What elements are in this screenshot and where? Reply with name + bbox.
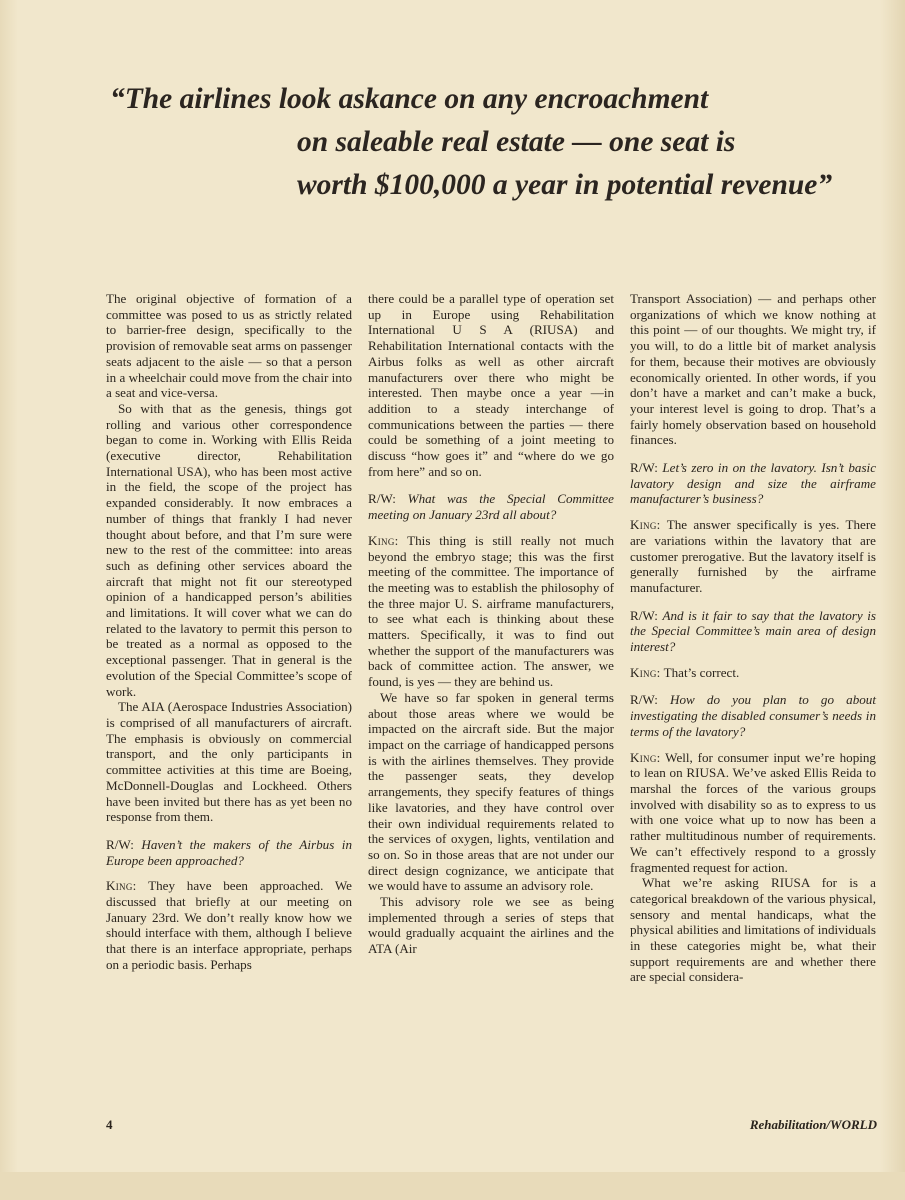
question-text: How do you plan to go about investigating the disabled consumer’s needs in terms of the lavatory? (630, 692, 876, 739)
interview-question (106, 837, 352, 868)
page-number: 4 (106, 1117, 113, 1132)
speaker-label: R/W: (630, 607, 658, 623)
body-paragraph: This advisory role we see as being implemented through a series of steps that would gradually acquaint the airlines and the ATA (Air (368, 894, 614, 957)
text-column-1 (106, 291, 352, 973)
answer-text: The answer specifically is yes. There are variations within the lavatory that are customer prerogative. But the lavatory itself is generally furnished by the airframe manufacturer. (630, 517, 876, 595)
speaker-label: R/W: (368, 491, 396, 507)
pull-quote-line: “The airlines look askance on any encroachment (110, 83, 709, 115)
speaker-label: King: (106, 878, 137, 894)
paragraph-gap (630, 680, 876, 692)
body-paragraph: Transport Association) — and perhaps other organizations of which we know nothing at this point — of our thoughts. We might try, if you will, to do a little bit of market analysis for them, because their motives are obviously economically oriented. In other words, if you don’t have a market and can’t make a buck, your interest level is going to drop. That’s a fairly homely observation based on household finances. (630, 291, 876, 448)
question-text: Let’s zero in on the lavatory. Isn’t basic lavatory design and size the airframe manufacturer’s business? (630, 460, 877, 507)
interview-answer (630, 517, 876, 596)
text-column-3 (630, 291, 876, 985)
page-bottom-edge (0, 1172, 905, 1200)
interview-question (630, 608, 876, 655)
answer-text: That’s correct. (663, 664, 740, 680)
body-paragraph: So with that as the genesis, things got rolling and various other correspondence began to come in. Working with Ellis Reida (executive director, Rehabilitation International USA), who has been most active in the field, the scope of the project has expanded considerably. It now embraces a number of things that frankly I had never thought about before, and that I’m sure were new to the rest of the committee: into areas such as defining other services aboard the aircraft that might not fit our stereotyped opinion of a handicapped person’s abilities and limitations. It will cover what we can do related to the lavatory to permit this person to be treated as a normal as opposed to the exceptional passenger. That in general is the evolution of the Special Committee’s scope of work. (106, 400, 352, 699)
paragraph-gap (630, 596, 876, 608)
body-paragraph: The original objective of formation of a committee was posed to us as strictly related to barrier-free design, specifically to the provision of removable seat arms on passenger seats adjacent to the aisle — so that a person in a wheelchair could move from the chair into a seat and vice-versa. (106, 291, 352, 401)
body-paragraph: The AIA (Aerospace Industries Association) is comprised of all manufacturers of aircraft. The emphasis is obviously on commercial transport, and the only participants in committee activities at this time are Boeing, McDonnell-Douglas and Lockheed. Others have been invited but there has as yet been no response from them. (106, 699, 352, 825)
body-paragraph: We have so far spoken in general terms about those areas where we would be impacted on the aircraft side. But the major impact on the carriage of handicapped persons is with the airlines themselves. They provide the passenger seats, they develop arrangements, they specify features of things like lavatories, and they have control over their own individual requirements related to the services of oxygen, lights, ventilation and so on. So in those areas that are not under our direct design cognizance, we anticipate that we would have to assume an advisory role. (368, 689, 614, 894)
paragraph-gap (630, 448, 876, 460)
interview-question (630, 460, 876, 507)
text-column-2 (368, 291, 614, 957)
interview-answer (368, 533, 614, 690)
pull-quote-line: on saleable real estate — one seat is (297, 126, 736, 158)
interview-answer (630, 750, 876, 876)
interview-question (630, 692, 876, 739)
pull-quote-line: worth $100,000 a year in potential revenue” (297, 169, 833, 201)
paragraph-gap (630, 655, 876, 665)
speaker-label: King: (630, 517, 661, 533)
paragraph-gap (368, 479, 614, 491)
body-paragraph: What we’re asking RIUSA for is a categorical breakdown of the various physical, sensory and mental handicaps, what the physical abilities and limitations of individuals in these categories might be, what their support requirements are and whether there are special considera- (630, 875, 876, 985)
question-text: And is it fair to say that the lavatory is the Special Committee’s main area of design interest? (630, 607, 876, 655)
question-text: What was the Special Committee meeting on January 23rd all about? (368, 491, 614, 523)
paragraph-gap (630, 740, 876, 750)
speaker-label: R/W: (630, 692, 658, 708)
body-paragraph: there could be a parallel type of operation set up in Europe using Rehabilitation International U S A (RIUSA) and Rehabilitation International contacts with the Airbus folks as well as other aircraft manufacturers over there who might be interested. Then maybe once a year —in addition to a steady interchange of communications between the parties — there could be something of a joint meeting to discuss “how goes it” and “where do we go from here” and so on. (368, 291, 614, 479)
interview-answer (630, 665, 876, 681)
paragraph-gap (368, 523, 614, 533)
paragraph-gap (106, 868, 352, 878)
speaker-label: King: (630, 664, 661, 680)
paragraph-gap (630, 507, 876, 517)
question-text: Haven’t the makers of the Airbus in Europe been approached? (106, 836, 352, 868)
speaker-label: R/W: (106, 836, 134, 852)
answer-text: They have been approached. We discussed that briefly at our meeting on January 23rd. We don’t really know how we should interface with them, although I believe that there is an interface appropriate, perhaps on a periodic basis. Perhaps (106, 878, 352, 972)
answer-text: This thing is still really not much beyond the embryo stage; this was the first meeting of the committee. The importance of the meeting was to establish the philosophy of the three major U. S. airframe manufacturers, to see what each is thinking about these matters. Specifically, it was to find out whether the support of the manufacturers was back of committee action. The answer, we found, is yes — they are behind us. (368, 532, 614, 690)
publication-name: Rehabilitation/WORLD (749, 1117, 877, 1132)
interview-question (368, 491, 614, 522)
interview-answer (106, 878, 352, 972)
paragraph-gap (106, 825, 352, 837)
pull-quote (110, 78, 890, 207)
speaker-label: King: (630, 749, 661, 765)
answer-text: Well, for consumer input we’re hoping to lean on RIUSA. We’ve asked Ellis Reida to marshal the forces of the various groups involved with disability so as to express to us with one voice what up to now has been a rather multitudinous number of requirements. We can’t effectively respond to a grossly fragmented request for action. (630, 749, 876, 875)
speaker-label: R/W: (630, 460, 658, 476)
speaker-label: King: (368, 532, 399, 548)
